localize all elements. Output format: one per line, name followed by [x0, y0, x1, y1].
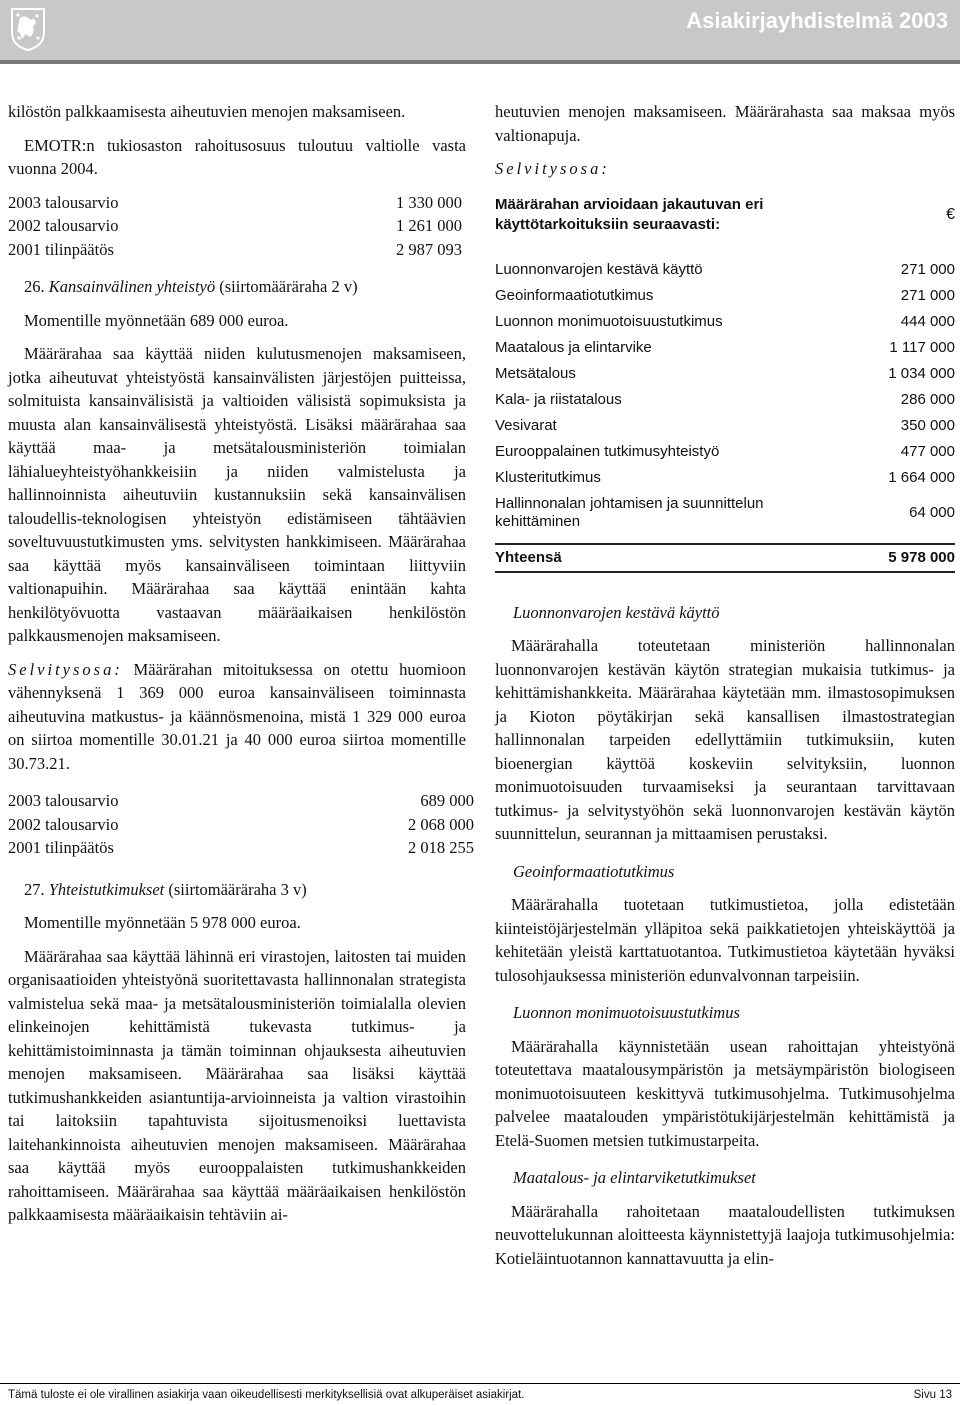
- budget-row: [8, 836, 474, 860]
- allocation-value: 271 000: [900, 286, 955, 304]
- page-header: [0, 0, 960, 60]
- left-paragraph-1: kilöstön palkkaamisesta aiheutuvien menojen maksamiseen.: [8, 102, 406, 121]
- allocation-value: 350 000: [900, 416, 955, 434]
- section-number: 26.: [24, 277, 45, 296]
- budget-label: 2002 talousarvio: [8, 216, 119, 235]
- budget-label: 2001 tilinpäätös: [8, 239, 114, 259]
- section-27-heading: [24, 878, 466, 902]
- allocation-row: [495, 491, 955, 544]
- allocation-row: [495, 283, 955, 309]
- allocation-header-row: [495, 191, 955, 257]
- allocation-total-row: [495, 544, 955, 572]
- budget-row: [8, 191, 466, 215]
- budget-label: 2002 talousarvio: [8, 814, 119, 834]
- allocation-value: 477 000: [900, 442, 955, 460]
- left-paragraph-2: EMOTR:n tukiosaston rahoitusosuus tuloutuu valtiolle vasta vuonna 2004.: [8, 135, 466, 178]
- allocation-label: Kala- ja riistatalous: [495, 390, 622, 408]
- allocation-header: Määrärahan arvioidaan jakautuvan eri käyttötarkoituksiin seuraavasti:: [495, 195, 764, 233]
- coat-of-arms-logo: [8, 6, 48, 52]
- subsection-heading: Geoinformaatiotutkimus: [513, 861, 675, 881]
- budget-table-1: [8, 191, 466, 262]
- document-title: Asiakirjayhdistelmä 2003: [686, 8, 948, 33]
- section-27-body: Määrärahaa saa käyttää lähinnä eri virastojen, laitosten tai muiden organisaatioiden yhteistyönä suoritettavasta hallinnonalan strategista valmistelua sekä maa- ja metsätalousministeriön toimialalla olevien elinkeinojen kehittämistä tukevasta tutkimus- ja kehittämistoiminnasta ja tämän toiminnan ohjauksesta aiheutuvien menojen maksamiseen. Määrärahaa saa lisäksi käyttää tutkimushankkeiden asiantuntija-arvioinneista ja valtion virastoihin tai laitoksiin tapahtuvista sijoitusmenoiksi luettavista laitehankinnoista aiheutuvien menojen maksamiseen. Määrärahaa saa käyttää myös eurooppalaisten tutkimushankkeiden rahoittamiseen. Määrärahaa saa käyttää määräaikaisen henkilöstön palkkaamisesta määräaikaisin tehtäviin ai-: [8, 946, 466, 1224]
- allocation-row: [495, 257, 955, 283]
- budget-label: 2003 talousarvio: [8, 791, 119, 810]
- subsection-heading: Luonnonvarojen kestävä käyttö: [513, 602, 720, 622]
- allocation-row: [495, 309, 955, 335]
- budget-label: 2001 tilinpäätös: [8, 838, 114, 857]
- budget-value: 1 261 000: [396, 216, 462, 235]
- section-note: (siirtomääräraha 3 v): [168, 879, 307, 899]
- allocation-label: Geoinformaatiotutkimus: [495, 286, 654, 304]
- right-paragraph-1: heutuvien menojen maksamiseen. Määrärahasta saa maksaa myös valtionapuja.: [495, 102, 955, 145]
- allocation-row: [495, 361, 955, 387]
- left-column: [8, 100, 474, 1227]
- section-27-grant: Momentille myönnetään 5 978 000 euroa.: [24, 913, 301, 932]
- section-note: (siirtomääräraha 2 v): [219, 277, 358, 296]
- explanation-label: Selvitysosa:: [495, 159, 610, 178]
- allocation-value: 271 000: [900, 260, 955, 278]
- allocation-total-value: 5 978 000: [865, 544, 955, 572]
- allocation-label: Luonnon monimuotoisuustutkimus: [495, 312, 723, 330]
- allocation-row: [495, 335, 955, 361]
- section-title: Kansainvälinen yhteistyö: [48, 277, 216, 296]
- allocation-label: Metsätalous: [495, 364, 576, 382]
- allocation-label: Maatalous ja elintarvike: [495, 338, 652, 356]
- explanation-label: Selvitysosa:: [8, 659, 123, 679]
- footer-disclaimer: Tämä tuloste ei ole virallinen asiakirja vaan oikeudellisesti merkityksellisiä ovat alkuperäiset asiakirjat.: [8, 1389, 525, 1401]
- currency-unit: €: [946, 205, 955, 223]
- footer-rule: [0, 1383, 960, 1384]
- allocation-value: 286 000: [900, 390, 955, 408]
- budget-value: 2 987 093: [396, 239, 462, 259]
- budget-table-2: [8, 789, 474, 860]
- allocation-label: Luonnonvarojen kestävä käyttö: [495, 260, 703, 278]
- explanation-heading: [495, 157, 955, 181]
- allocation-value: 64 000: [909, 503, 955, 521]
- allocation-label: Vesivarat: [495, 416, 557, 434]
- subsection-heading: Luonnon monimuotoisuustutkimus: [513, 1003, 740, 1022]
- section-26-explanation: [8, 658, 466, 776]
- budget-row: [8, 238, 466, 262]
- allocation-total-label: Yhteensä: [495, 544, 865, 572]
- budget-row: [8, 789, 474, 813]
- allocation-value: 1 034 000: [888, 364, 955, 382]
- subsection-heading: Maatalous- ja elintarviketutkimukset: [513, 1168, 756, 1187]
- allocation-label: Klusteritutkimus: [495, 468, 601, 486]
- allocation-row: [495, 413, 955, 439]
- explanation-text: Määrärahan mitoituksessa on otettu huomioon vähennyksenä 1 369 000 euroa kansainväliseen toiminnasta aiheutuvina matkustus- ja käännösmenoina, mistä 1 329 000 euroa on siirtoa momentille 30.01.21 ja 40 000 euroa siirtoa momentille 30.73.21.: [8, 659, 466, 773]
- page-number: Sivu 13: [913, 1389, 952, 1401]
- section-26-grant: Momentille myönnetään 689 000 euroa.: [24, 310, 289, 330]
- allocation-row: [495, 439, 955, 465]
- budget-value: 1 330 000: [396, 192, 462, 212]
- subsection-text: Määrärahalla tuotetaan tutkimustietoa, jolla edistetään kiinteistöjärjestelmän ylläpitoa sekä paikkatietojen yhteiskäyttöä ja kehitetään yleistä karttatuotantoa. Tutkimustietoa käytetään hyväksi tulosohjauksessa ministeriön edunvalvonnan tarpeisiin.: [495, 895, 955, 985]
- section-number: 27.: [24, 879, 45, 899]
- budget-label: 2003 talousarvio: [8, 192, 119, 212]
- allocation-row: [495, 387, 955, 413]
- header-rule: [0, 60, 960, 64]
- budget-row: [8, 214, 466, 238]
- budget-value: 2 018 255: [408, 838, 474, 857]
- budget-value: 2 068 000: [408, 814, 474, 834]
- allocation-value: 1 664 000: [888, 468, 955, 486]
- section-26-heading: [24, 275, 466, 299]
- budget-value: 689 000: [420, 791, 474, 810]
- subsection-text: Määrärahalla toteutetaan ministeriön hallinnonalan luonnonvarojen kestävän käytön strategian mukaisia tutkimus- ja kehittämishankkeita. Määrärahaa käytetään mm. ilmastosopimuksen ja Kioton pöytäkirjan sekä kansallisen ilmastostrategian hallinnonalan tarpeiden edellyttämiin tutkimuksiin, kuten bioenergian käyttöä koskeviin selvityksiin, luonnon monimuotoisuuden turvaamiseksi ja seurantaan tarvittavaan tutkimus- ja selvitystyöhön sekä luonnonvarojen kestävän käytön suunnittelun, seurannan ja mittaamisen perustaksi.: [495, 636, 955, 843]
- allocation-label: Eurooppalainen tutkimusyhteistyö: [495, 442, 720, 460]
- subsection-text: Määrärahalla käynnistetään usean rahoittajan yhteistyönä toteutettava maatalousympäristön ja metsäympäristön biologiseen monimuotoisuuteen keskittyvä tutkimusohjelma. Tutkimusohjelma palvelee maatalouden ympäristötukijärjestelmän kehittämistä ja Etelä-Suomen metsien tutkimustarpeita.: [495, 1036, 955, 1150]
- budget-row: [8, 813, 474, 837]
- section-26-body: Määrärahaa saa käyttää niiden kulutusmenojen maksamiseen, jotka aiheutuvat yhteistyöstä kansainvälisten järjestöjen puitteissa, solmituista kansainvälisistä ja valtioiden välisistä sopimuksista ja muusta alan kansainvälisestä yhteistyöstä. Lisäksi määrärahaa saa käyttää maa- ja metsätalousministeriön toimialan lähialueyhteistyöhankkeisiin ja niiden valmistelusta ja hallinnoinnista aiheutuviin kustannuksiin sekä kansainvälisen taloudellis-teknologisen yhteistyön edistämiseen tähtäävien soveltuvuustutkimusten yms. selvitysten hankkimiseen. Määrärahaa saa käyttää myös kansainväliseen toimintaan liittyviin valtionapuihin. Määrärahaa saa käyttää enintään kahta henkilötyövuotta vastaavan määräaikaisen henkilöstön palkkausmenojen maksamiseen.: [8, 344, 466, 645]
- allocation-row: [495, 465, 955, 491]
- allocation-value: 444 000: [900, 312, 955, 330]
- subsection-text: Määrärahalla rahoitetaan maataloudellisten tutkimuksen neuvottelukunnan aloitteesta käynnistettyjä laajoja tutkimusohjelmia: Kotieläintuotannon kannattavuutta ja elin-: [495, 1201, 955, 1268]
- allocation-value: 1 117 000: [889, 338, 955, 356]
- right-column: [495, 100, 955, 1270]
- section-title: Yhteistutkimukset: [48, 879, 165, 899]
- allocation-label: Hallinnonalan johtamisen ja suunnittelun kehittäminen: [495, 494, 764, 530]
- allocation-table: [495, 191, 955, 573]
